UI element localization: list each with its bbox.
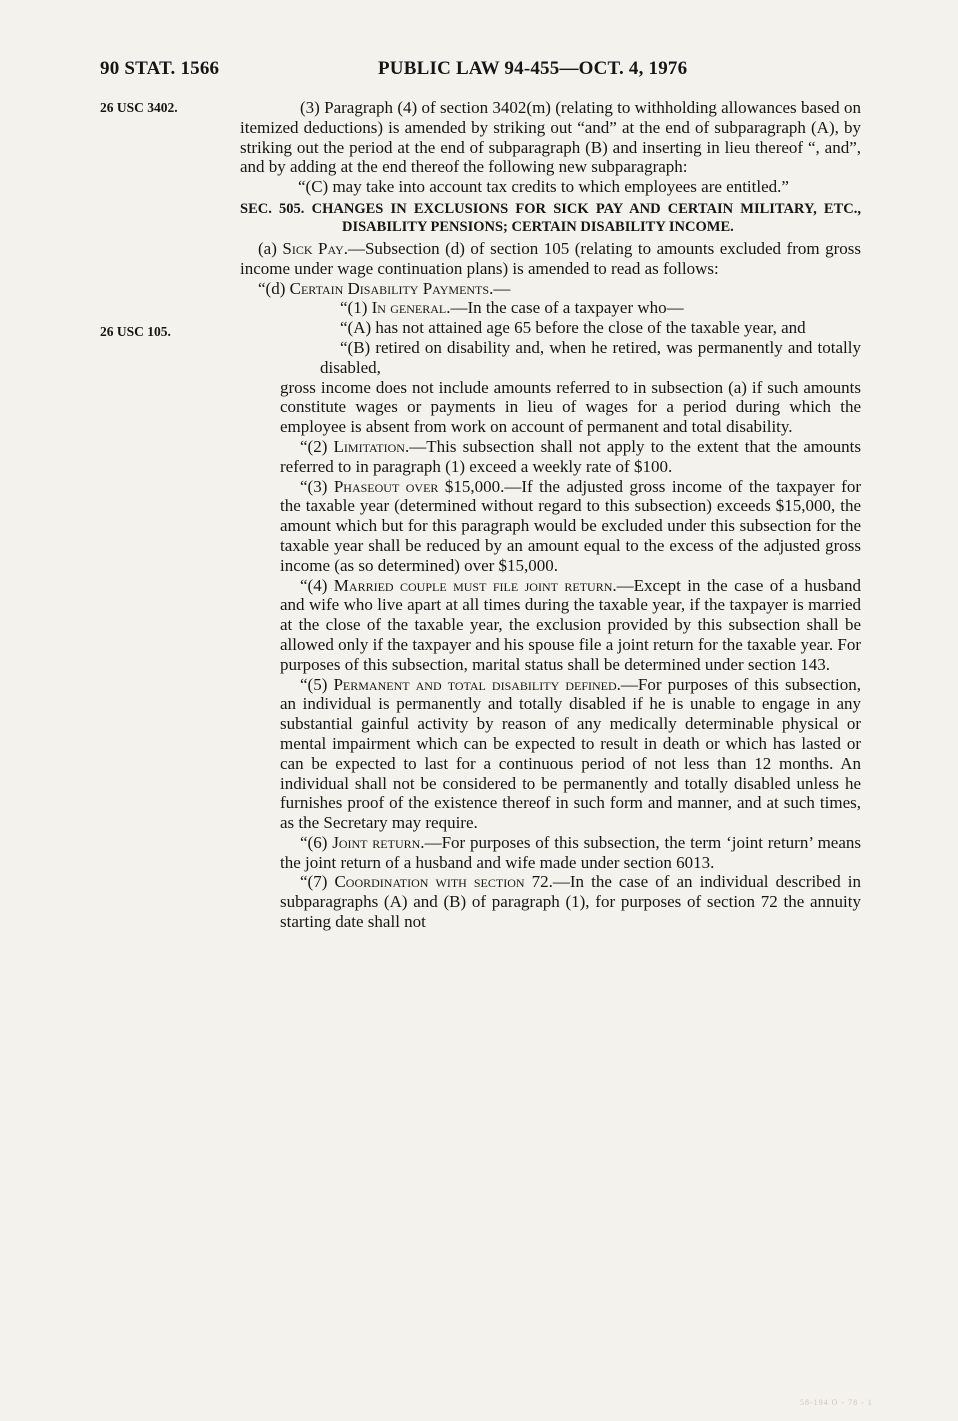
paragraph-1-a: “(A) has not attained age 65 before the close of the taxable year, and bbox=[340, 318, 806, 338]
section-505-heading: SEC. 505. CHANGES IN EXCLUSIONS FOR SICK PAY AND CERTAIN MILITARY, ETC., DISABILITY PENSIONS; CERTAIN DISABILITY INCOME. bbox=[240, 200, 861, 236]
subsection-a-title: Sick Pay. bbox=[282, 238, 348, 258]
subsection-a: (a) Sick Pay.—Subsection (d) of section 105 (relating to amounts excluded from gross income under wage continuation plans) is amended to read as follows: bbox=[240, 238, 862, 278]
body-text bbox=[240, 98, 861, 932]
running-header: PUBLIC LAW 94-455—OCT. 4, 1976 bbox=[378, 58, 688, 79]
statute-page-number: 90 STAT. 1566 bbox=[100, 58, 220, 79]
paragraph-3-phaseout: “(3) Phaseout over $15,000.—If the adjusted gross income of the taxpayer for the taxable year (determined without regard to this subsection) exceeds $15,000, the amount which but for this paragraph would be excluded under this subsection for the taxable year shall be reduced by an amount equal to the excess of the adjusted gross income (as so determined) over $15,000. bbox=[280, 476, 861, 575]
paragraph-1-b: “(B) retired on disability and, when he retired, was permanently and totally disabled, bbox=[320, 337, 861, 377]
margin-citation-3402: 26 USC 3402. bbox=[100, 100, 178, 115]
paragraph-2: “(2) Limitation.—This subsection shall not apply to the extent that the amounts referred to in paragraph (1) exceed a weekly rate of $100. bbox=[280, 436, 861, 476]
paragraph-4: “(4) Married couple must file joint return.—Except in the case of a husband and wife who live apart at all times during the taxable year, if the taxpayer is married at the close of the taxable year, the exclusion provided by this subsection shall be allowed only if the taxpayer and his spouse file a joint return for the taxable year. For purposes of this subsection, marital status shall be determined under section 143. bbox=[280, 575, 862, 674]
subsection-d-heading: “(d) Certain Disability Payments.— bbox=[258, 278, 511, 298]
paragraph-3: (3) Paragraph (4) of section 3402(m) (relating to withholding allowances based on itemized deductions) is amended by striking out “and” at the end of subparagraph (A), by striking out the period at the end of subparagraph (B) and inserting in lieu thereof “, and”, and by adding at the end thereof the following new subparagraph: bbox=[240, 98, 861, 177]
paragraph-1-tail: gross income does not include amounts referred to in subsection (a) if such amounts constitute wages or payments in lieu of wages for a period during which the employee is absent from work on account of permanent and total disability. bbox=[280, 377, 861, 437]
paragraph-3-quote: “(C) may take into account tax credits to which employees are entitled.” bbox=[298, 177, 789, 197]
printer-footer: 58-194 O - 78 - 1 bbox=[800, 1398, 873, 1407]
paragraph-1: “(1) In general.—In the case of a taxpayer who— bbox=[340, 298, 684, 318]
paragraph-5: “(5) Permanent and total disability defined.—For purposes of this subsection, an individual is permanently and totally disabled if he is unable to engage in any substantial gainful activity by reason of any medically determinable physical or mental impairment which can be expected to result in death or which has lasted or can be expected to last for a continuous period of not less than 12 months. An individual shall not be considered to be permanently and totally disabled unless he furnishes proof of the existence thereof in such form and manner, and at such times, as the Secretary may require. bbox=[280, 674, 862, 833]
paragraph-6: “(6) Joint return.—For purposes of this subsection, the term ‘joint return’ means the joint return of a husband and wife made under section 6013. bbox=[280, 832, 861, 872]
paragraph-7: “(7) Coordination with section 72.—In the case of an individual described in subparagraphs (A) and (B) of paragraph (1), for purposes of section 72 the annuity starting date shall not bbox=[280, 872, 862, 932]
margin-citation-105: 26 USC 105. bbox=[100, 324, 171, 339]
